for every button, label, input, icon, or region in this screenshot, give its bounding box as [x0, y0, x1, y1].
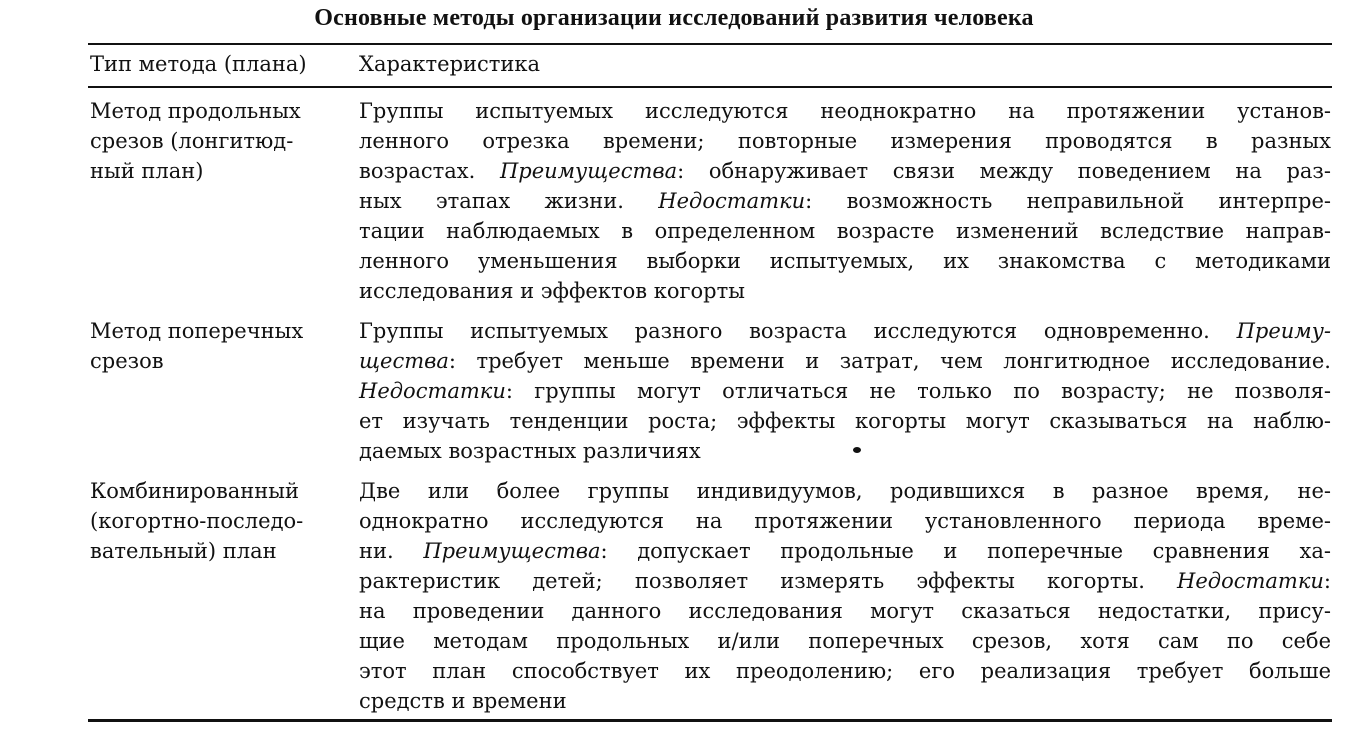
disadvantages-label: Недостатки: [658, 189, 806, 213]
advantages-label: Преимущества: [499, 159, 678, 183]
row-combined-method: [90, 476, 338, 566]
method-name-line: Комбинированный: [90, 479, 299, 503]
description-line: щества: требует меньше времени и затрат, чем лонгитюдное исследование.: [359, 349, 1331, 373]
row-longitudinal-description: [359, 96, 1331, 306]
disadvantages-label: Недостатки: [359, 379, 506, 403]
row-cross-sectional-method: [90, 316, 338, 376]
description-line: на проведении данного исследования могут сказаться недостатки, прису-: [359, 599, 1331, 623]
disadvantages-label: Недостатки: [1177, 569, 1324, 593]
description-line: средств и времени: [359, 689, 567, 713]
header-rule: [88, 86, 1332, 88]
description-line: ных этапах жизни. Недостатки: возможность неправильной интерпре-: [359, 189, 1332, 213]
method-name-line: Метод продольных: [90, 99, 301, 123]
description-line: ет изучать тенденции роста; эффекты когорты могут сказываться на наблю-: [359, 409, 1331, 433]
description-line: Группы испытуемых исследуются неоднократно на протяжении установ-: [359, 99, 1331, 123]
table-bottom-rule: [88, 719, 1332, 722]
method-name-line: срезов (лонгитюд-: [90, 129, 294, 153]
description-line: возрастах. Преимущества: обнаруживает связи между поведением на раз-: [359, 159, 1331, 183]
row-cross-sectional-description: [359, 316, 1331, 466]
description-line: ленного уменьшения выборки испытуемых, их знакомства с методиками: [359, 249, 1331, 273]
description-line: исследования и эффектов когорты: [359, 279, 745, 303]
description-line: этот план способствует их преодолению; его реализация требует больше: [359, 659, 1331, 683]
description-line: однократно исследуются на протяжении установленного периода време-: [359, 509, 1331, 533]
description-line: Две или более группы индивидуумов, родившихся в разное время, не-: [359, 479, 1331, 503]
description-line: даемых возрастных различиях: [359, 439, 701, 463]
description-line: Недостатки: группы могут отличаться не только по возрасту; не позволя-: [359, 379, 1331, 403]
header-characteristic: Характеристика: [359, 52, 541, 76]
method-name-line: Метод поперечных: [90, 319, 304, 343]
method-name-line: срезов: [90, 349, 164, 373]
advantages-label: Преиму-: [1236, 319, 1331, 343]
header-method-type: Тип метода (плана): [90, 52, 307, 76]
advantages-label: щества: [359, 349, 449, 373]
table-top-rule: [88, 43, 1332, 45]
method-name-line: ный план): [90, 159, 204, 183]
description-line: рактеристик детей; позволяет измерять эффекты когорты. Недостатки:: [359, 569, 1331, 593]
method-name-line: (когортно-последо-: [90, 509, 304, 533]
print-speck: [853, 447, 861, 453]
table-title: Основные методы организации исследований развития человека: [314, 5, 1034, 31]
description-line: ни. Преимущества: допускает продольные и поперечные сравнения ха-: [359, 539, 1331, 563]
method-name-line: вательный) план: [90, 539, 277, 563]
advantages-label: Преимущества: [423, 539, 601, 563]
row-combined-description: [359, 476, 1331, 716]
description-line: ленного отрезка времени; повторные измерения проводятся в разных: [359, 129, 1331, 153]
row-longitudinal-method: [90, 96, 338, 186]
description-line: щие методам продольных и/или поперечных срезов, хотя сам по себе: [359, 629, 1331, 653]
description-line: Группы испытуемых разного возраста исследуются одновременно. Преиму-: [359, 319, 1331, 343]
description-line: тации наблюдаемых в определенном возрасте изменений вследствие направ-: [359, 219, 1331, 243]
